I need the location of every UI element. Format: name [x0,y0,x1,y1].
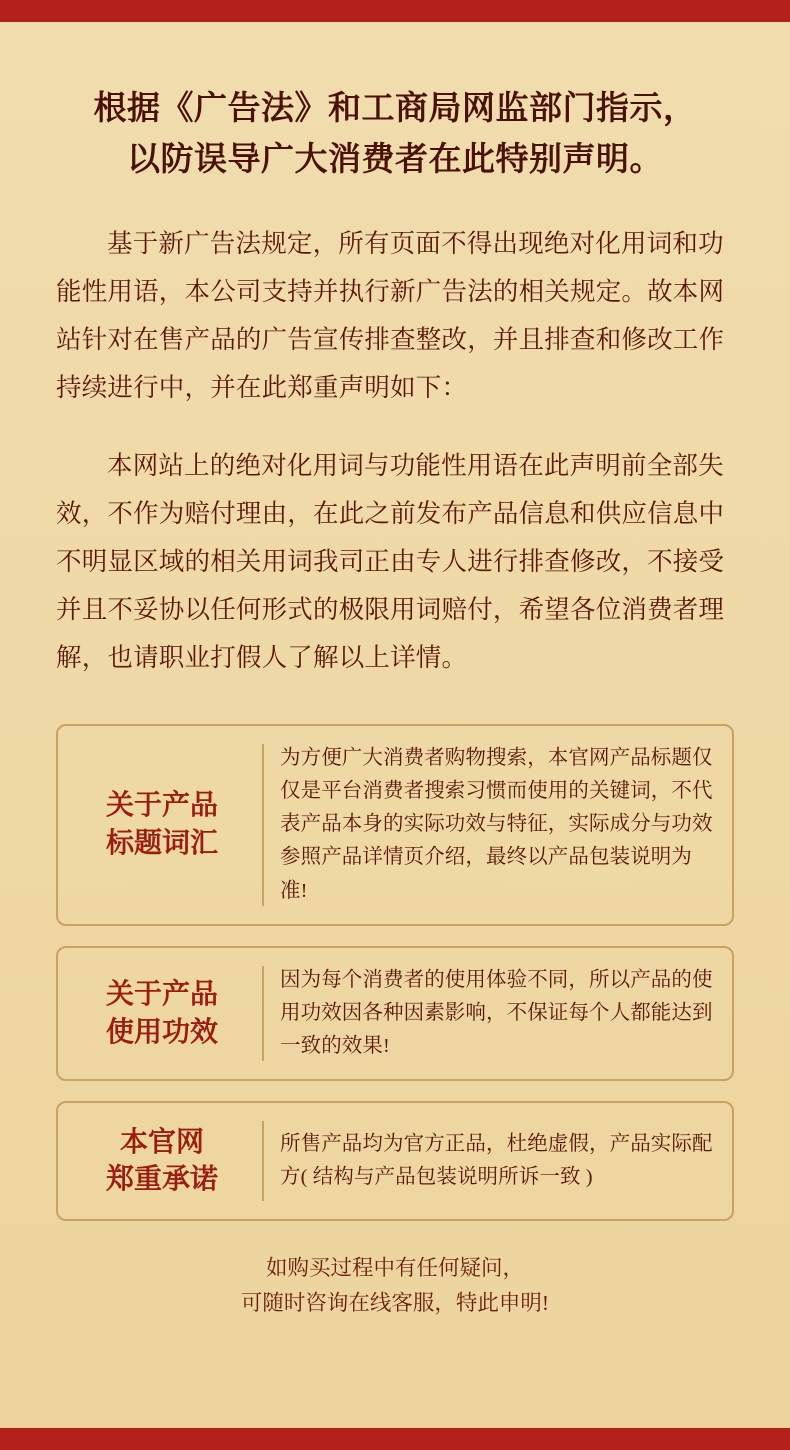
card-body [280,1119,714,1203]
card-divider [262,744,264,906]
notice-body [56,220,734,681]
notice-sheet [0,22,790,1428]
card-title [68,742,256,908]
notice-card-list [56,724,734,1222]
card-title-line-1: 关于产品 [105,979,218,1011]
card-title [68,964,256,1064]
notice-paragraph-2: 本网站上的绝对化用词与功能性用语在此声明前全部失效，不作为赔付理由，在此之前发布产品信息和供应信息中不明显区域的相关用词我司正由专人进行排查修改，不接受并且不妥协以任何形式的极限用词赔付，希望各位消费者理解，也请职业打假人了解以上详情。 [56,451,725,672]
card-title-line-2: 郑重承诺 [105,1164,218,1196]
card-title [68,1119,256,1203]
card-title-line-1: 本官网 [119,1126,204,1158]
card-body-text: 为方便广大消费者购物搜索，本官网产品标题仅仅是平台消费者搜索习惯而使用的关键词，不代表产品本身的实际功效与特征，实际成分与功效参照产品详情页介绍，最终以产品包装说明为准! [280,746,713,902]
card-divider [262,966,264,1062]
footer-line-1: 如购买过程中有任何疑问， [265,1256,524,1281]
notice-card-product-title [56,724,734,926]
card-body [280,742,714,908]
card-body-text: 因为每个消费者的使用体验不同，所以产品的使用功效因各种因素影响，不保证每个人都能达到一致的效果! [280,968,713,1058]
page-title [56,84,734,186]
card-divider [262,1121,264,1201]
card-title-line-2: 标题词汇 [105,827,218,859]
card-title-line-2: 使用功效 [105,1016,218,1048]
card-title-line-1: 关于产品 [105,790,218,822]
notice-card-product-effect [56,946,734,1082]
card-body [280,964,714,1064]
card-body-text: 所售产品均为官方正品，杜绝虚假，产品实际配方( 结构与产品包装说明所诉一致 ) [280,1133,713,1189]
headline-line-1: 根据《广告法》和工商局网监部门指示， [93,91,697,127]
footer-line-2: 可随时咨询在线客服，特此申明! [240,1290,550,1315]
headline-line-2: 以防误导广大消费者在此特别声明。 [127,142,663,179]
notice-card-official-promise [56,1101,734,1221]
notice-paragraph-1: 基于新广告法规定，所有页面不得出现绝对化用词和功能性用语，本公司支持并执行新广告法的相关规定。故本网站针对在售产品的广告宣传排查整改，并且排查和修改工作持续进行中，并在此郑重声明如下： [56,229,725,403]
notice-footer [56,1251,734,1320]
